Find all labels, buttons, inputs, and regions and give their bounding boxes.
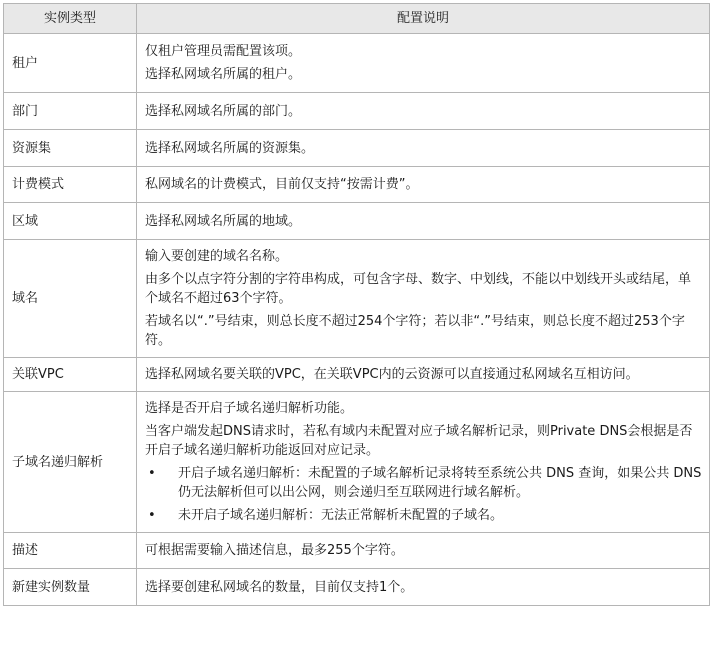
table-row (4, 93, 710, 130)
instance-type-cell: 描述 (4, 533, 137, 569)
config-description-cell (137, 203, 710, 240)
config-description-cell (137, 392, 710, 533)
description-paragraph: 选择私网域名要关联的VPC，在关联VPC内的云资源可以直接通过私网域名互相访问。 (145, 367, 639, 382)
description-paragraph: 选择私网域名所属的租户。 (145, 67, 302, 82)
description-paragraph: 若域名以“.”号结束，则总长度不超过254个字符；若以非“.”号结束，则总长度不超过253个字符。 (145, 314, 685, 348)
table-header-row (4, 4, 710, 34)
instance-type-cell: 部门 (4, 93, 137, 130)
table-row (4, 358, 710, 392)
description-paragraph: 选择私网域名所属的资源集。 (145, 140, 315, 156)
config-description-cell (137, 533, 710, 569)
bullet-list (145, 462, 703, 527)
header-config-description: 配置说明 (137, 4, 710, 34)
config-description-cell (137, 34, 710, 93)
instance-type-cell: 计费模式 (4, 167, 137, 203)
description-paragraph: 选择要创建私网域名的数量，目前仅支持1个。 (145, 579, 414, 595)
bullet-item (145, 504, 703, 527)
table-row (4, 203, 710, 240)
bullet-dot-icon: • (148, 466, 156, 481)
table-row (4, 533, 710, 569)
config-table (3, 3, 710, 606)
bullet-dot-icon: • (148, 508, 156, 523)
bullet-text: 未开启子域名递归解析：无法正常解析未配置的子域名。 (178, 508, 504, 523)
table-row (4, 34, 710, 93)
config-description-cell (137, 167, 710, 203)
instance-type-cell: 子域名递归解析 (4, 392, 137, 533)
header-instance-type: 实例类型 (4, 4, 137, 34)
config-description-cell (137, 130, 710, 167)
table-row (4, 240, 710, 358)
config-description-cell (137, 569, 710, 606)
config-description-cell (137, 358, 710, 392)
instance-type-cell: 资源集 (4, 130, 137, 167)
table-row (4, 392, 710, 533)
instance-type-cell: 区域 (4, 203, 137, 240)
instance-type-cell: 新建实例数量 (4, 569, 137, 606)
description-paragraph: 选择是否开启子域名递归解析功能。 (145, 401, 354, 416)
description-paragraph: 选择私网域名所属的部门。 (145, 103, 302, 119)
instance-type-cell: 域名 (4, 240, 137, 358)
bullet-text: 开启子域名递归解析：未配置的子域名解析记录将转至系统公共 DNS 查询，如果公共 DNS 仍无法解析但可以出公网，则会递归至互联网进行域名解析。 (178, 466, 702, 500)
config-description-cell (137, 93, 710, 130)
table-row (4, 167, 710, 203)
description-paragraph: 仅租户管理员需配置该项。 (145, 44, 302, 59)
config-description-cell (137, 240, 710, 358)
description-paragraph: 可根据需要输入描述信息，最多255个字符。 (145, 543, 404, 558)
description-paragraph: 由多个以点字符分割的字符串构成，可包含字母、数字、中划线，不能以中划线开头或结尾，单个域名不超过63个字符。 (145, 272, 692, 306)
table-row (4, 130, 710, 167)
description-paragraph: 私网域名的计费模式，目前仅支持“按需计费”。 (145, 177, 419, 192)
instance-type-cell: 关联VPC (4, 358, 137, 392)
table-row (4, 569, 710, 606)
description-paragraph: 当客户端发起DNS请求时，若私有域内未配置对应子域名解析记录，则Private DNS会根据是否开启子域名递归解析功能返回对应记录。 (145, 424, 693, 458)
bullet-item (145, 462, 703, 504)
description-paragraph: 选择私网域名所属的地域。 (145, 213, 302, 229)
instance-type-cell: 租户 (4, 34, 137, 93)
description-paragraph: 输入要创建的域名名称。 (145, 249, 289, 264)
